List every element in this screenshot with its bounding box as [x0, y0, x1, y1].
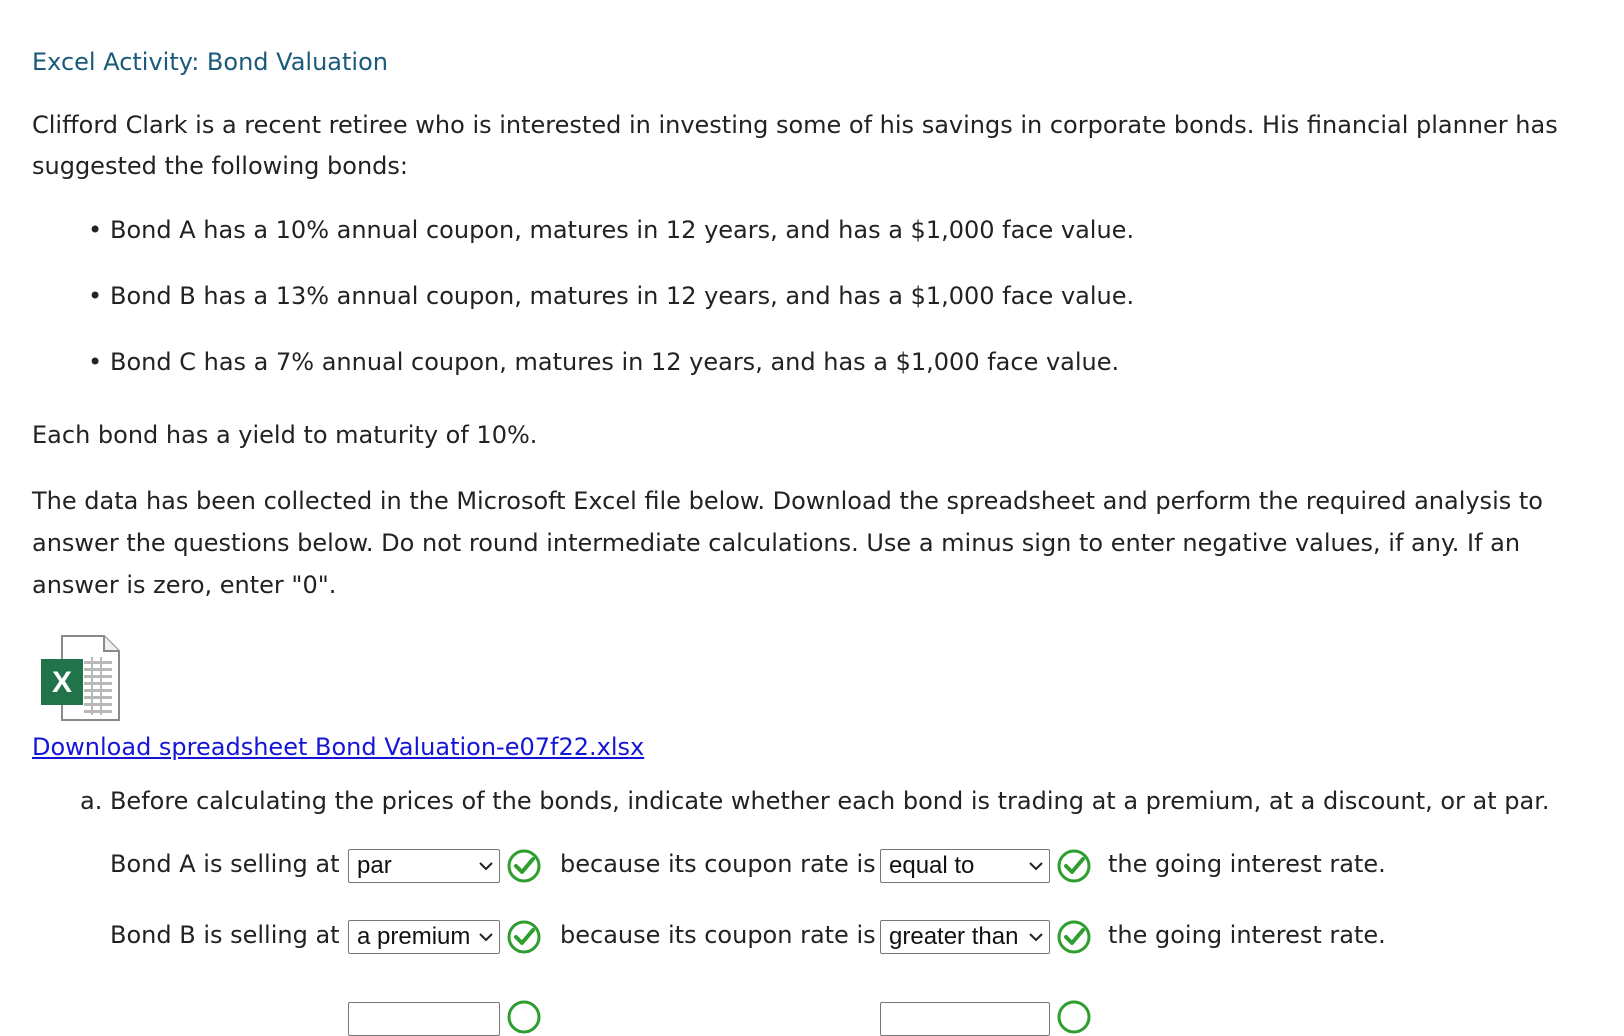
bullet-bond-b: • Bond B has a 13% annual coupon, matures in 12 years, and has a $1,000 face value.: [88, 282, 1135, 310]
bond-b-comparison-select[interactable]: [880, 920, 1050, 954]
ytm-text: Each bond has a yield to maturity of 10%.: [32, 421, 538, 449]
excel-icon-letter: X: [51, 666, 73, 699]
intro-line-2: suggested the following bonds:: [32, 152, 408, 180]
check-icon: [1057, 1000, 1091, 1034]
bond-a-selling-select[interactable]: [348, 849, 500, 883]
check-icon: [507, 920, 541, 954]
bond-b-selling-select[interactable]: [348, 920, 500, 954]
bullet-bond-a: • Bond A has a 10% annual coupon, matures in 12 years, and has a $1,000 face value.: [88, 216, 1135, 244]
chevron-down-icon: [479, 861, 493, 871]
question-a-prompt: a. Before calculating the prices of the bonds, indicate whether each bond is trading at a premium, at a discount, or at par.: [80, 787, 1550, 815]
instructions-line-3: answer is zero, enter "0".: [32, 571, 337, 599]
bond-c-comparison-select[interactable]: [880, 1002, 1050, 1036]
bond-b-suffix: the going interest rate.: [1108, 921, 1386, 949]
bond-a-suffix: the going interest rate.: [1108, 850, 1386, 878]
page-title: Excel Activity: Bond Valuation: [32, 48, 388, 76]
instructions-line-2: answer the questions below. Do not round intermediate calculations. Use a minus sign to enter negative values, if any. If an: [32, 529, 1521, 557]
bond-c-selling-select[interactable]: [348, 1002, 500, 1036]
chevron-down-icon: [1029, 932, 1043, 942]
bond-a-comparison-select[interactable]: [880, 849, 1050, 883]
intro-line-1: Clifford Clark is a recent retiree who is interested in investing some of his savings in corporate bonds. His financial planner has: [32, 111, 1558, 139]
bullet-bond-c: • Bond C has a 7% annual coupon, matures in 12 years, and has a $1,000 face value.: [88, 348, 1120, 376]
bond-b-comparison-value: greater than: [889, 923, 1019, 950]
download-spreadsheet-link[interactable]: Download spreadsheet Bond Valuation-e07f22.xlsx: [32, 733, 645, 761]
bond-a-selling-value: par: [357, 852, 392, 879]
excel-file-icon[interactable]: [40, 635, 120, 721]
chevron-down-icon: [1029, 861, 1043, 871]
bond-b-middle: because its coupon rate is: [560, 921, 876, 949]
bond-b-prefix: Bond B is selling at: [110, 921, 340, 949]
check-icon: [1057, 920, 1091, 954]
check-icon: [1057, 849, 1091, 883]
bullet-dot: •: [88, 216, 103, 244]
bullet-dot: •: [88, 282, 103, 310]
bond-a-comparison-value: equal to: [889, 852, 975, 879]
check-icon: [507, 1000, 541, 1034]
bond-b-selling-value: a premium: [357, 923, 471, 950]
bond-a-prefix: Bond A is selling at: [110, 850, 340, 878]
chevron-down-icon: [479, 932, 493, 942]
instructions-line-1: The data has been collected in the Microsoft Excel file below. Download the spreadsheet and perform the required analysis to: [32, 487, 1543, 515]
bullet-dot: •: [88, 348, 103, 376]
check-icon: [507, 849, 541, 883]
bond-a-middle: because its coupon rate is: [560, 850, 876, 878]
